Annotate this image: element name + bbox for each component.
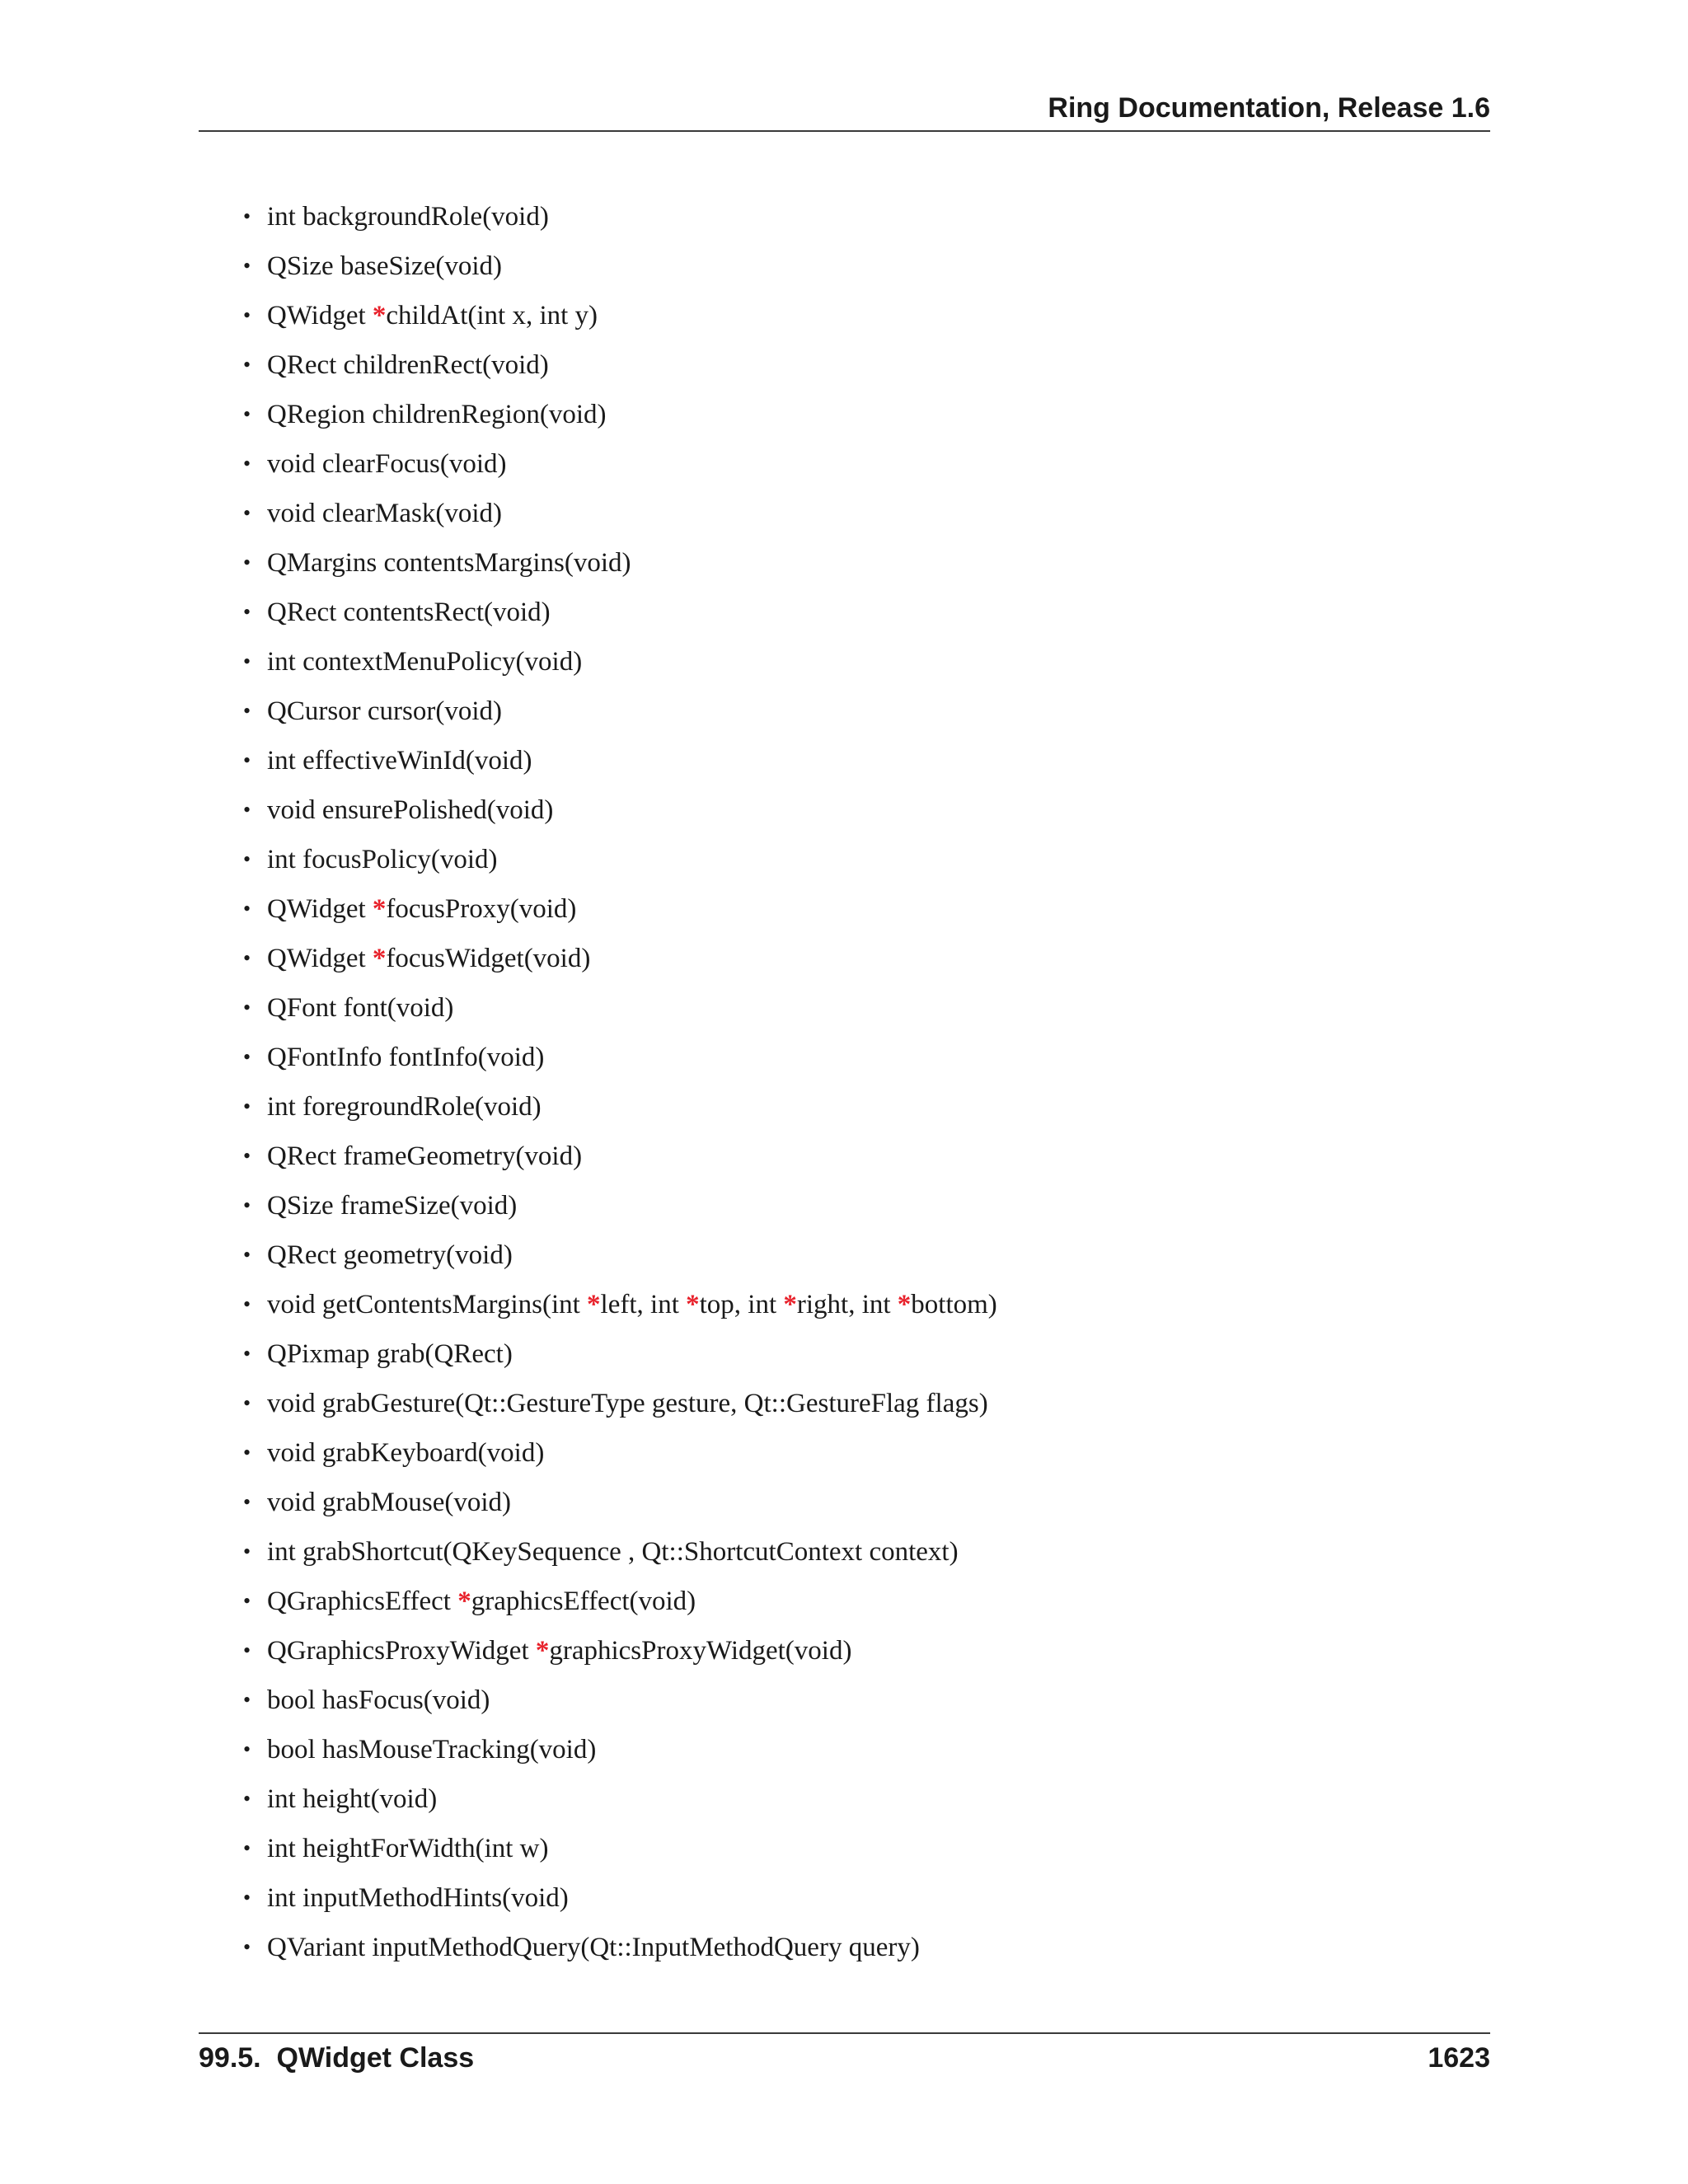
bullet-icon: • xyxy=(243,1737,251,1761)
pointer-star: * xyxy=(587,1290,601,1319)
method-signature-text: focusProxy(void) xyxy=(386,894,577,924)
bullet-icon: • xyxy=(243,1193,251,1217)
method-signature-text: bool hasFocus(void) xyxy=(267,1685,490,1715)
bullet-icon: • xyxy=(243,452,251,476)
list-item xyxy=(243,1675,1397,1725)
method-signature-text: void grabKeyboard(void) xyxy=(267,1438,545,1468)
bullet-icon: • xyxy=(243,600,251,624)
method-signature-text: int effectiveWinId(void) xyxy=(267,746,532,776)
pointer-star: * xyxy=(686,1290,700,1319)
method-signature-text: QCursor cursor(void) xyxy=(267,696,503,726)
method-signature-text: QRect contentsRect(void) xyxy=(267,598,551,627)
bullet-icon: • xyxy=(243,1787,251,1811)
bullet-icon: • xyxy=(243,897,251,921)
method-signature-text: void grabGesture(Qt::GestureType gesture, Qt::GestureFlag flags) xyxy=(267,1389,988,1418)
list-item xyxy=(243,1033,1397,1082)
list-item xyxy=(243,489,1397,538)
method-signature-text: QGraphicsEffect xyxy=(267,1586,458,1616)
list-item xyxy=(243,390,1397,439)
method-signature-text: QRect childrenRect(void) xyxy=(267,350,549,380)
method-signature-text: QWidget xyxy=(267,944,373,973)
list-item xyxy=(243,1181,1397,1230)
pointer-star: * xyxy=(457,1586,471,1616)
bullet-icon: • xyxy=(243,1144,251,1168)
method-signature-text: right, int xyxy=(796,1290,898,1319)
method-signature-text: void grabMouse(void) xyxy=(267,1488,512,1517)
method-signature-text: int inputMethodHints(void) xyxy=(267,1883,569,1913)
list-item xyxy=(243,637,1397,687)
list-item xyxy=(243,934,1397,983)
method-signature-text: void clearMask(void) xyxy=(267,499,502,528)
method-signature-text: top, int xyxy=(699,1290,784,1319)
pointer-star: * xyxy=(897,1290,912,1319)
method-signature-text: QGraphicsProxyWidget xyxy=(267,1636,536,1666)
list-item xyxy=(243,884,1397,934)
list-item xyxy=(243,291,1397,340)
pointer-star: * xyxy=(783,1290,797,1319)
list-item xyxy=(243,1082,1397,1132)
list-item xyxy=(243,538,1397,588)
list-item xyxy=(243,983,1397,1033)
method-list xyxy=(243,192,1397,1972)
bullet-icon: • xyxy=(243,699,251,723)
method-signature-text: int heightForWidth(int w) xyxy=(267,1834,549,1863)
section-title: 99.5. QWidget Class xyxy=(199,2042,475,2074)
list-item xyxy=(243,1824,1397,1873)
list-item xyxy=(243,588,1397,637)
bullet-icon: • xyxy=(243,649,251,673)
method-signature-text: QSize baseSize(void) xyxy=(267,251,502,281)
bullet-icon: • xyxy=(243,1342,251,1366)
bullet-icon: • xyxy=(243,402,251,426)
list-item xyxy=(243,1428,1397,1478)
method-signature-text: void clearFocus(void) xyxy=(267,449,507,479)
bullet-icon: • xyxy=(243,353,251,377)
bullet-icon: • xyxy=(243,798,251,822)
method-signature-text: QWidget xyxy=(267,301,373,330)
bullet-icon: • xyxy=(243,1391,251,1415)
bullet-icon: • xyxy=(243,748,251,772)
bullet-icon: • xyxy=(243,1589,251,1613)
method-signature-text: int foregroundRole(void) xyxy=(267,1092,542,1122)
method-signature-text: int contextMenuPolicy(void) xyxy=(267,647,583,677)
bullet-icon: • xyxy=(243,1045,251,1069)
list-item xyxy=(243,1527,1397,1577)
bullet-icon: • xyxy=(243,1094,251,1118)
bullet-icon: • xyxy=(243,847,251,871)
method-signature-text: int backgroundRole(void) xyxy=(267,202,549,232)
list-item xyxy=(243,687,1397,736)
list-item xyxy=(243,1329,1397,1379)
method-signature-text: QSize frameSize(void) xyxy=(267,1191,518,1221)
method-signature-text: QPixmap grab(QRect) xyxy=(267,1339,513,1369)
pointer-star: * xyxy=(535,1636,550,1666)
method-signature-text: int focusPolicy(void) xyxy=(267,845,498,874)
pointer-star: * xyxy=(372,944,387,973)
method-signature-text: bottom) xyxy=(911,1290,997,1319)
method-signature-text: left, int xyxy=(600,1290,687,1319)
list-item xyxy=(243,1379,1397,1428)
list-item xyxy=(243,192,1397,241)
bullet-icon: • xyxy=(243,1540,251,1563)
bullet-icon: • xyxy=(243,1886,251,1910)
list-item xyxy=(243,1725,1397,1774)
method-signature-text: QRect frameGeometry(void) xyxy=(267,1141,583,1171)
method-signature-text: int height(void) xyxy=(267,1784,438,1814)
method-signature-text: QFontInfo fontInfo(void) xyxy=(267,1043,545,1072)
list-item xyxy=(243,1132,1397,1181)
method-signature-text: childAt(int x, int y) xyxy=(386,301,598,330)
method-signature-text: graphicsProxyWidget(void) xyxy=(549,1636,852,1666)
method-signature-text: QFont font(void) xyxy=(267,993,454,1023)
bullet-icon: • xyxy=(243,1638,251,1662)
bullet-icon: • xyxy=(243,1292,251,1316)
pointer-star: * xyxy=(372,894,387,924)
page-number: 1623 xyxy=(1428,2042,1490,2074)
method-signature-text: QRegion childrenRegion(void) xyxy=(267,400,607,429)
bullet-icon: • xyxy=(243,1490,251,1514)
list-item xyxy=(243,1873,1397,1923)
list-item xyxy=(243,1280,1397,1329)
list-item xyxy=(243,1577,1397,1626)
bullet-icon: • xyxy=(243,1935,251,1959)
list-item xyxy=(243,1774,1397,1824)
method-signature-text: QMargins contentsMargins(void) xyxy=(267,548,631,578)
bullet-icon: • xyxy=(243,501,251,525)
method-signature-text: int grabShortcut(QKeySequence , Qt::ShortcutContext context) xyxy=(267,1537,959,1567)
bullet-icon: • xyxy=(243,1243,251,1267)
bullet-icon: • xyxy=(243,1441,251,1465)
method-signature-text: QRect geometry(void) xyxy=(267,1240,513,1270)
page-content xyxy=(243,192,1397,1972)
list-item xyxy=(243,835,1397,884)
list-item xyxy=(243,736,1397,785)
bullet-icon: • xyxy=(243,1836,251,1860)
method-signature-text: void getContentsMargins(int xyxy=(267,1290,588,1319)
bullet-icon: • xyxy=(243,946,251,970)
method-signature-text: focusWidget(void) xyxy=(386,944,591,973)
list-item xyxy=(243,785,1397,835)
method-signature-text: void ensurePolished(void) xyxy=(267,795,554,825)
document-title: Ring Documentation, Release 1.6 xyxy=(1048,92,1490,124)
method-signature-text: QVariant inputMethodQuery(Qt::InputMethodQuery query) xyxy=(267,1933,920,1962)
list-item xyxy=(243,1923,1397,1972)
bullet-icon: • xyxy=(243,254,251,278)
list-item xyxy=(243,340,1397,390)
method-signature-text: QWidget xyxy=(267,894,373,924)
list-item xyxy=(243,1478,1397,1527)
bullet-icon: • xyxy=(243,204,251,228)
bullet-icon: • xyxy=(243,551,251,574)
bullet-icon: • xyxy=(243,1688,251,1712)
list-item xyxy=(243,241,1397,291)
list-item xyxy=(243,1626,1397,1675)
page-footer xyxy=(199,2032,1490,2074)
method-signature-text: graphicsEffect(void) xyxy=(471,1586,696,1616)
bullet-icon: • xyxy=(243,996,251,1019)
page-header xyxy=(199,89,1490,132)
bullet-icon: • xyxy=(243,303,251,327)
list-item xyxy=(243,439,1397,489)
list-item xyxy=(243,1230,1397,1280)
method-signature-text: bool hasMouseTracking(void) xyxy=(267,1735,597,1765)
pointer-star: * xyxy=(372,301,387,330)
